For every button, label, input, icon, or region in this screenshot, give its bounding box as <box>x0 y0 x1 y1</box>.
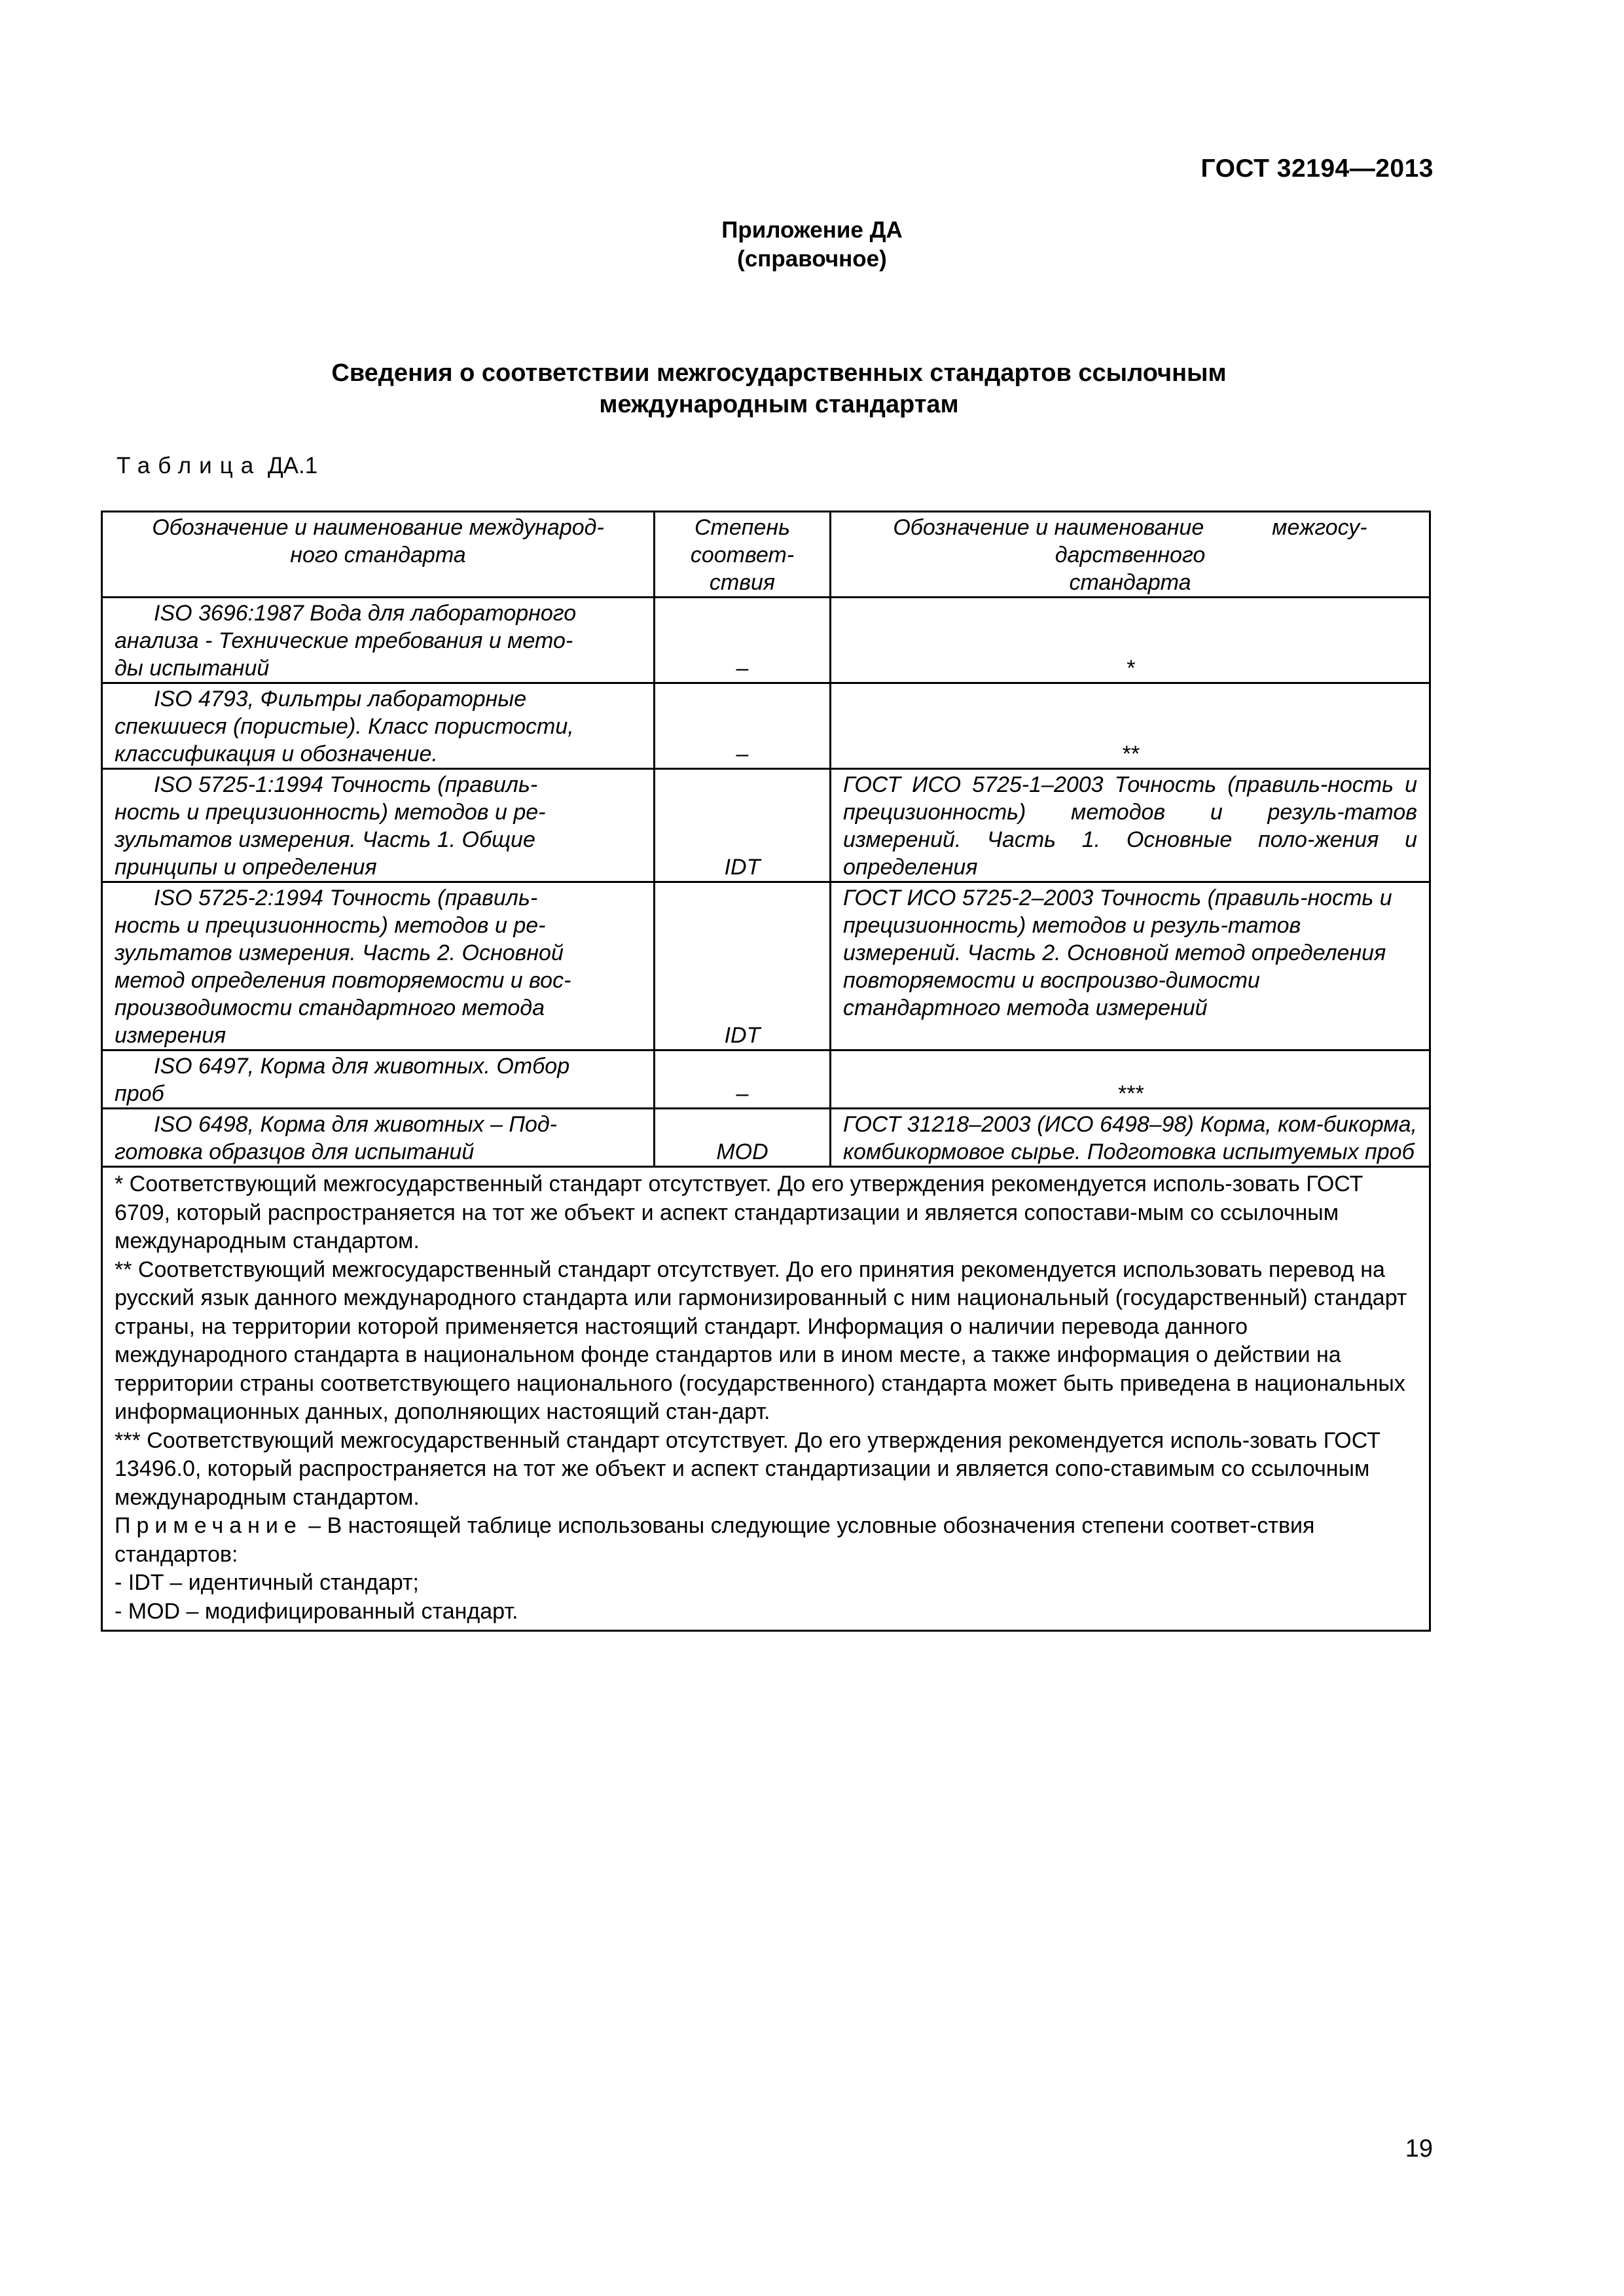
table-caption <box>117 453 317 479</box>
table-row <box>102 1050 1430 1109</box>
footnote-1: * Соответствующий межгосударственный стандарт отсутствует. До его утверждения рекомендуется исполь-зовать ГОСТ 6709, который распространяется на тот же объект и аспект стандартизации и является сопостави-мым со ссылочным международным стандартом. <box>115 1172 1363 1253</box>
table-notes-row <box>102 1167 1430 1631</box>
cell-interstate: * <box>831 598 1430 683</box>
correspondence-table <box>101 511 1431 1632</box>
title-line-2: международным стандартам <box>599 391 959 418</box>
title-line-1: Сведения о соответствии межгосударственных стандартов ссылочным <box>331 359 1227 387</box>
page-number: 19 <box>1405 2135 1433 2162</box>
footnote-3: *** Соответствующий межгосударственный стандарт отсутствует. До его утверждения рекомендуется исполь-зовать ГОСТ 13496.0, который распространяется на тот же объект и аспект стандартизации и является сопо-ставимым со ссылочным международным стандартом. <box>115 1427 1380 1510</box>
header-international: Обозначение и наименование международ- ного стандарта <box>102 512 655 598</box>
table-row <box>102 769 1430 882</box>
table-caption-word: Таблица <box>117 453 262 478</box>
cell-interstate: ГОСТ ИСО 5725-2–2003 Точность (правиль-ность и прецизионность) методов и резуль-татов измерений. Часть 2. Основной метод определения повторяемости и воспроизво-димости стандартного метода измерений <box>831 882 1430 1050</box>
table-row <box>102 598 1430 683</box>
cell-interstate: ГОСТ 31218–2003 (ИСО 6498–98) Корма, ком-бикорма, комбикормовое сырье. Подготовка испытуемых проб <box>831 1109 1430 1167</box>
appendix-subtitle: (справочное) <box>737 246 887 272</box>
cell-interstate: ГОСТ ИСО 5725-1–2003 Точность (правиль-ность и прецизионность) методов и резуль-татов измерений. Часть 1. Основные поло-жения и определения <box>831 769 1430 882</box>
table-notes <box>102 1167 1430 1631</box>
note-label: Примечание <box>115 1513 302 1538</box>
header-degree: Степень соответ- ствия <box>655 512 831 598</box>
cell-interstate: ** <box>831 683 1430 769</box>
cell-international: ISO 6498, Корма для животных – Под- готовка образцов для испытаний <box>102 1109 655 1167</box>
cell-degree: IDT <box>655 882 831 1050</box>
cell-international: ISO 6497, Корма для животных. Отбор проб <box>102 1050 655 1109</box>
cell-degree: MOD <box>655 1109 831 1167</box>
cell-degree: – <box>655 1050 831 1109</box>
appendix-heading <box>0 216 1624 274</box>
cell-interstate: *** <box>831 1050 1430 1109</box>
cell-international: ISO 4793, Фильтры лабораторные спекшиеся (пористые). Класс пористости, классификация и обозначение. <box>102 683 655 769</box>
header-interstate: Обозначение и наименование межгосу- дарственного стандарта <box>831 512 1430 598</box>
cell-international: ISO 5725-1:1994 Точность (правиль- ность и прецизионность) методов и ре- зультатов измерения. Часть 1. Общие принципы и определения <box>102 769 655 882</box>
document-code: ГОСТ 32194—2013 <box>1200 154 1434 183</box>
table-row <box>102 882 1430 1050</box>
document-title <box>249 357 1309 420</box>
cell-international: ISO 3696:1987 Вода для лабораторного анализа - Технические требования и мето- ды испытаний <box>102 598 655 683</box>
table-header-row <box>102 512 1430 598</box>
note-text: – В настоящей таблице использованы следующие условные обозначения степени соответ-ствия стандартов: <box>115 1513 1315 1567</box>
cell-international: ISO 5725-2:1994 Точность (правиль- ность и прецизионность) методов и ре- зультатов измерения. Часть 2. Основной метод определения повторяемости и вос- производимости стандартного метода измерения <box>102 882 655 1050</box>
cell-degree: – <box>655 598 831 683</box>
cell-degree: – <box>655 683 831 769</box>
note <box>115 1512 1417 1569</box>
table-row <box>102 683 1430 769</box>
table-caption-number: ДА.1 <box>267 453 318 478</box>
note-mod: - MOD – модифицированный стандарт. <box>115 1598 518 1624</box>
note-idt: - IDT – идентичный стандарт; <box>115 1570 419 1595</box>
appendix-title: Приложение ДА <box>721 217 903 243</box>
cell-degree: IDT <box>655 769 831 882</box>
table-row <box>102 1109 1430 1167</box>
footnote-2: ** Соответствующий межгосударственный стандарт отсутствует. До его принятия рекомендуется использовать перевод на русский язык данного международного стандарта или гармонизированный с ним национальный (государственный) стандарт страны, на территории которой применяется настоящий стандарт. Информация о наличии перевода данного международного стандарта в национальном фонде стандартов или в ином месте, а также информация о действии на территории страны соответствующего национального (государственного) стандарта может быть приведена в национальных информационных данных, дополняющих настоящий стан-дарт. <box>115 1257 1407 1424</box>
